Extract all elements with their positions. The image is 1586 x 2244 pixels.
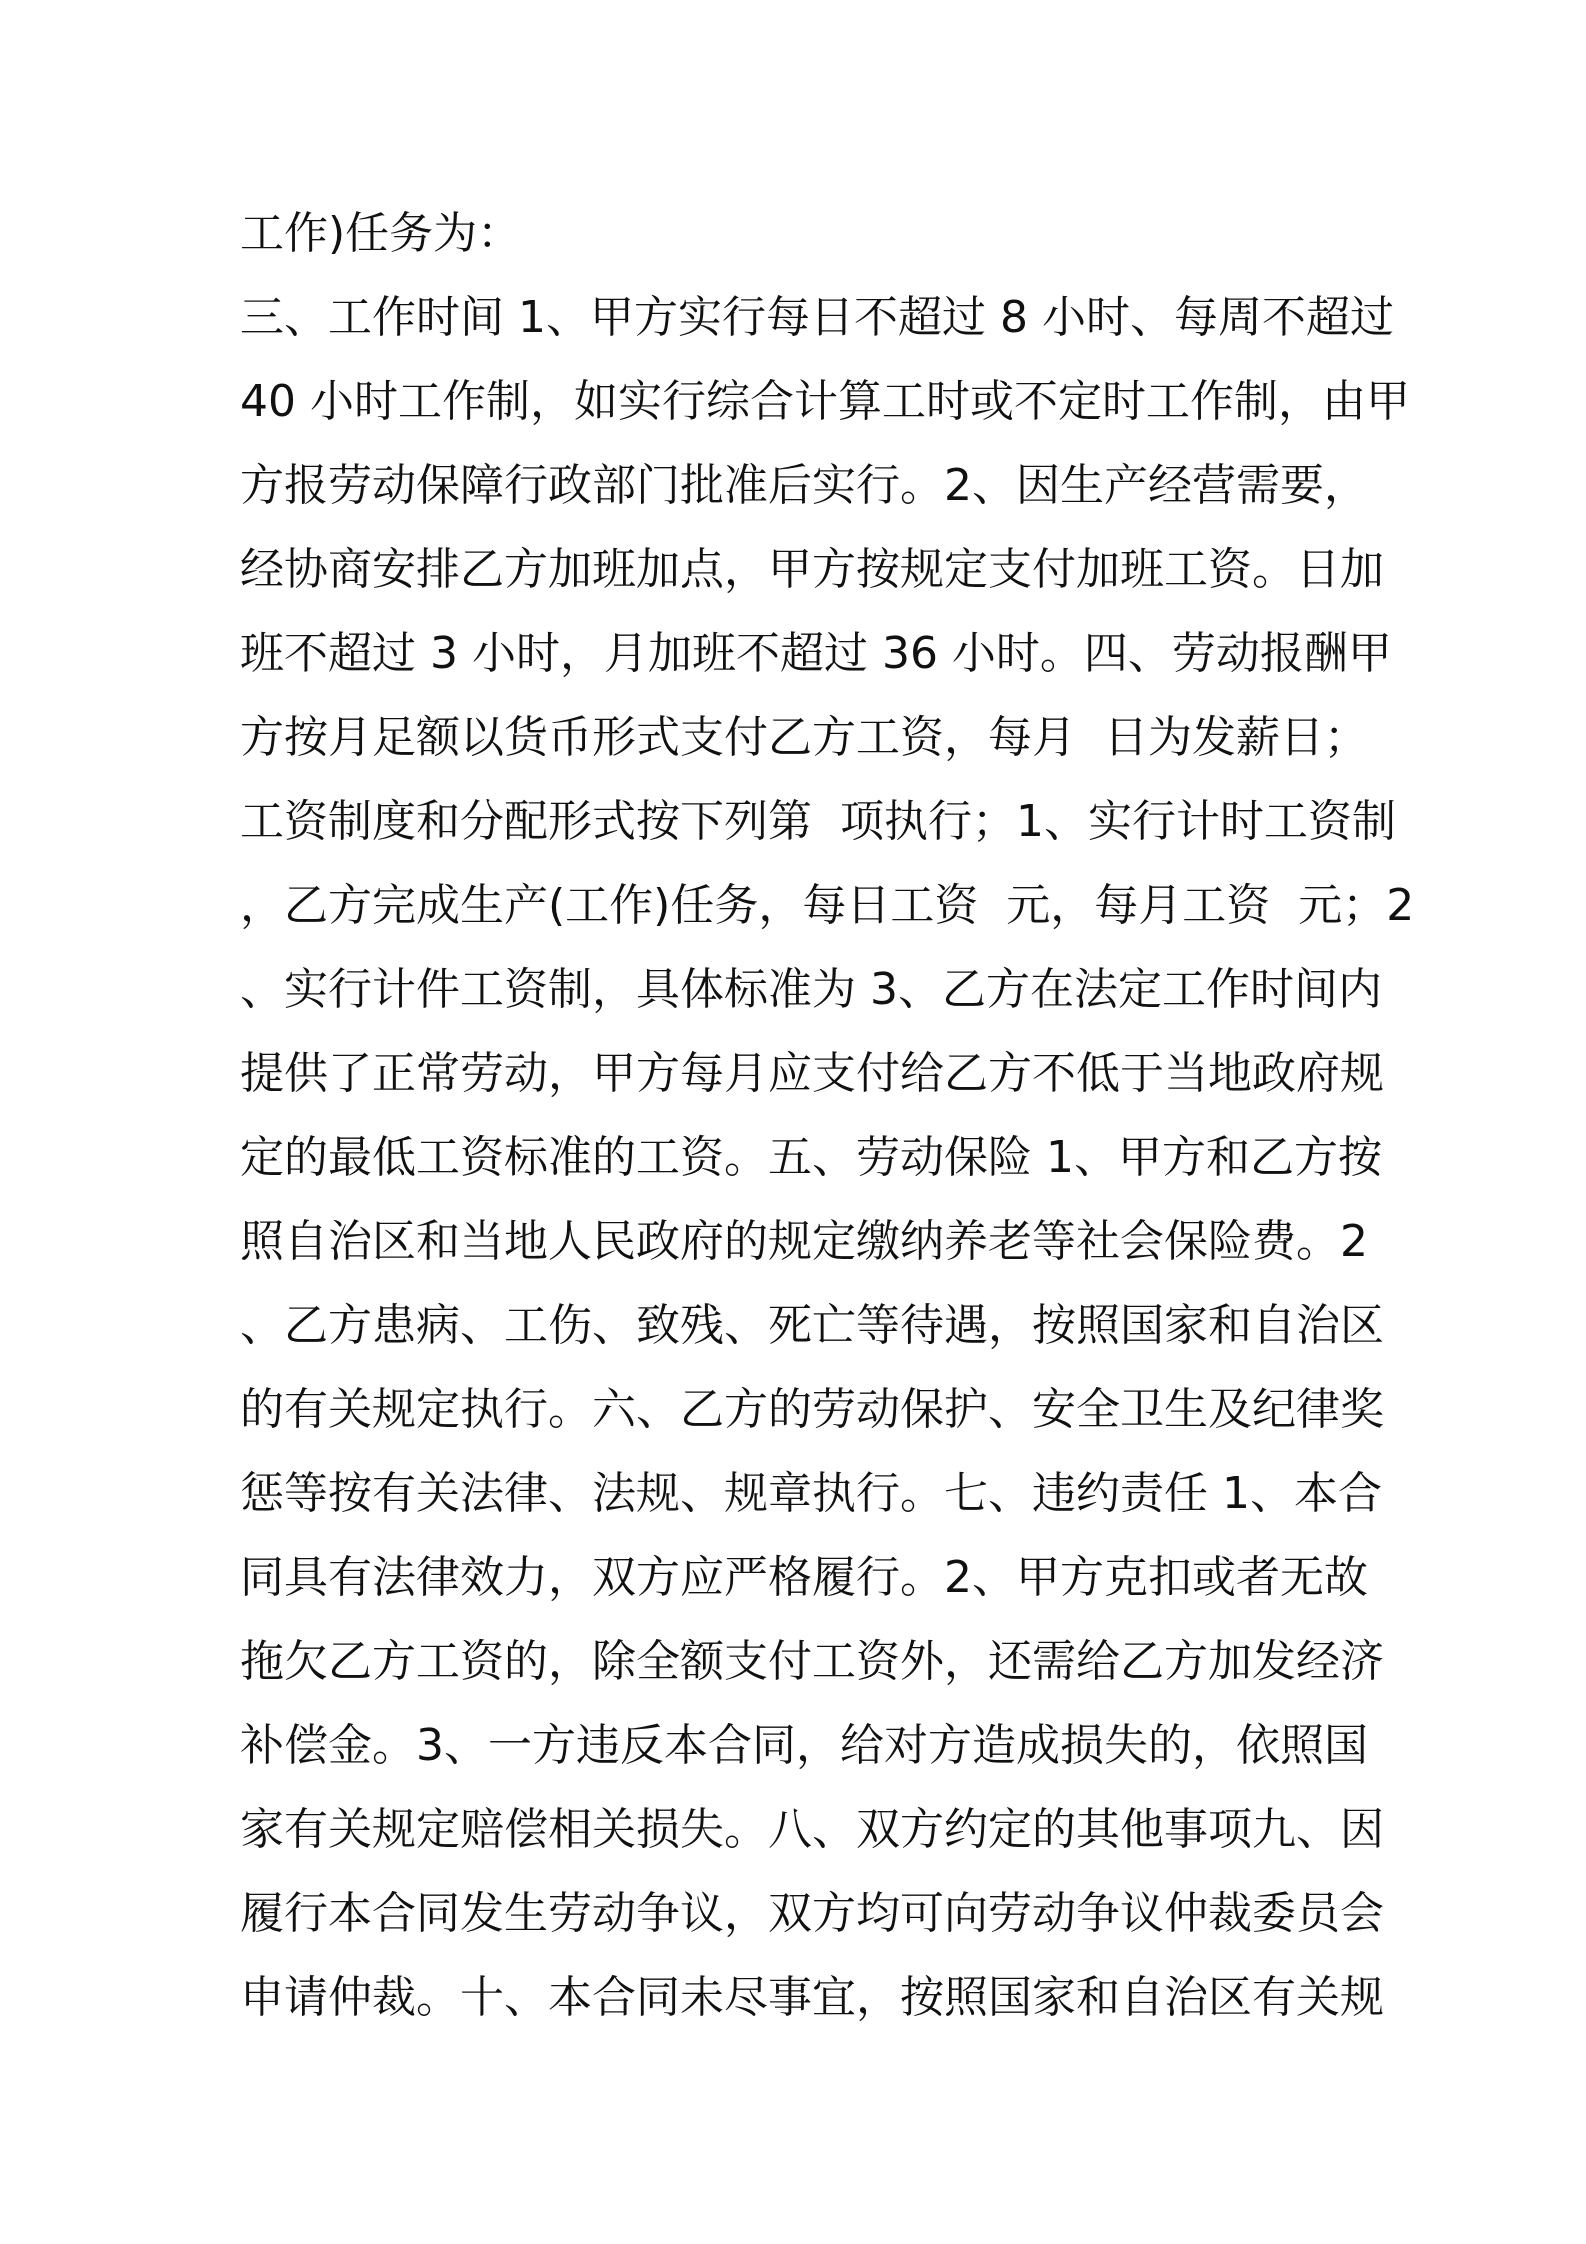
text-line: 40 小时工作制，如实行综合计算工时或不定时工作制，由甲 bbox=[240, 376, 1410, 427]
text-line: 定的最低工资标准的工资。五、劳动保险 1、甲方和乙方按 bbox=[240, 1132, 1382, 1183]
text-line: 补偿金。3、一方违反本合同，给对方造成损失的，依照国 bbox=[240, 1720, 1368, 1771]
text-line: 拖欠乙方工资的，除全额支付工资外，还需给乙方加发经济 bbox=[240, 1636, 1384, 1687]
text-line: 提供了正常劳动，甲方每月应支付给乙方不低于当地政府规 bbox=[240, 1048, 1384, 1099]
text-line: 班不超过 3 小时，月加班不超过 36 小时。四、劳动报酬甲 bbox=[240, 628, 1392, 679]
text-line: 工作)任务为： bbox=[240, 208, 522, 259]
text-line: ，乙方完成生产(工作)任务，每日工资 元，每月工资 元；2 bbox=[240, 880, 1415, 931]
text-line: 申请仲裁。十、本合同未尽事宜，按照国家和自治区有关规 bbox=[240, 1972, 1384, 2023]
text-line: 同具有法律效力，双方应严格履行。2、甲方克扣或者无故 bbox=[240, 1552, 1368, 1603]
text-line: 方报劳动保障行政部门批准后实行。2、因生产经营需要， bbox=[240, 460, 1368, 511]
text-line: 家有关规定赔偿相关损失。八、双方约定的其他事项九、因 bbox=[240, 1804, 1384, 1855]
text-line: 的有关规定执行。六、乙方的劳动保护、安全卫生及纪律奖 bbox=[240, 1384, 1384, 1435]
text-line: 工资制度和分配形式按下列第 项执行；1、实行计时工资制 bbox=[240, 796, 1396, 847]
text-line: 惩等按有关法律、法规、规章执行。七、违约责任 1、本合 bbox=[240, 1468, 1382, 1519]
text-line: 、乙方患病、工伤、致残、死亡等待遇，按照国家和自治区 bbox=[240, 1300, 1384, 1351]
text-line: 照自治区和当地人民政府的规定缴纳养老等社会保险费。2 bbox=[240, 1216, 1368, 1267]
contract-text-block bbox=[240, 192, 1415, 2040]
text-line: 、实行计件工资制，具体标准为 3、乙方在法定工作时间内 bbox=[240, 964, 1382, 1015]
text-line: 方按月足额以货币形式支付乙方工资，每月 日为发薪日； bbox=[240, 712, 1368, 763]
text-line: 履行本合同发生劳动争议，双方均可向劳动争议仲裁委员会 bbox=[240, 1888, 1384, 1939]
text-line: 经协商安排乙方加班加点，甲方按规定支付加班工资。日加 bbox=[240, 544, 1384, 595]
text-line: 三、工作时间 1、甲方实行每日不超过 8 小时、每周不超过 bbox=[240, 292, 1394, 343]
